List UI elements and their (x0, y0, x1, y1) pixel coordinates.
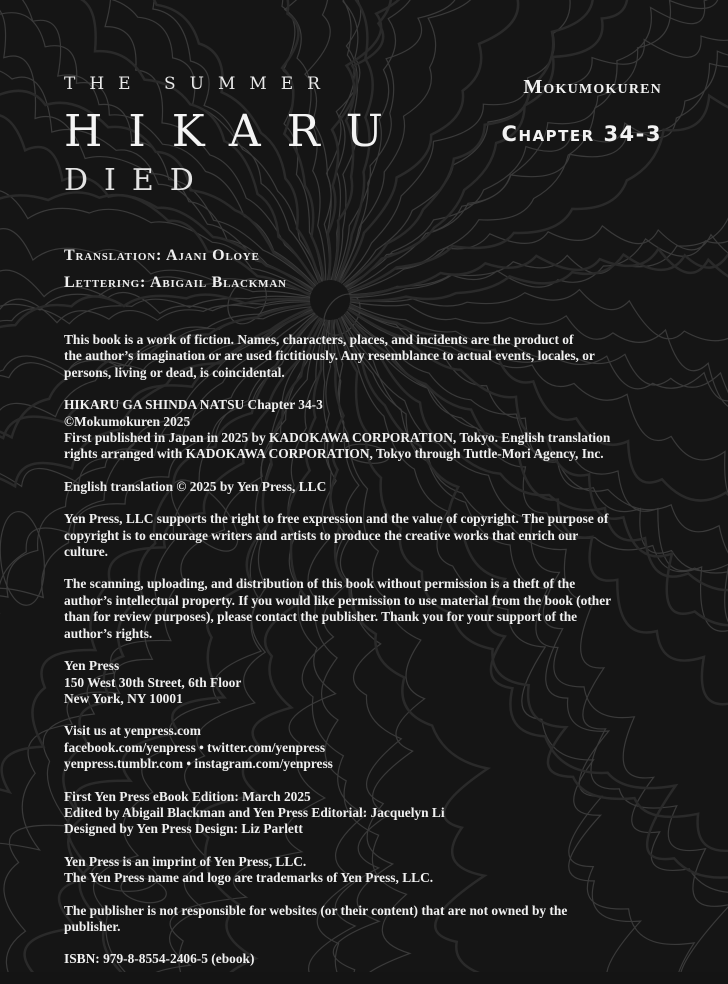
text-line: persons, living or dead, is coincidental. (64, 364, 285, 380)
imprint-info (64, 854, 664, 887)
chapter-label: Chapter 34-3 (501, 122, 662, 146)
title-line-3: DIED (64, 163, 210, 198)
isbn (64, 951, 664, 967)
website-disclaimer (64, 903, 664, 936)
author-name: Mokumokuren (523, 76, 662, 98)
title-line-2: HIKARU (64, 106, 409, 157)
text-line: than for review purposes), please contact the publisher. Thank you for your support of the (64, 609, 578, 625)
text-line: Edited by Abigail Blackman and Yen Press Editorial: Jacquelyn Li (64, 804, 445, 820)
text-line: The publisher is not responsible for websites (or their content) that are not owned by the (64, 902, 568, 918)
translation-copyright (64, 479, 664, 495)
text-line: The Yen Press name and logo are trademarks of Yen Press, LLC. (64, 870, 434, 886)
text-line: 150 West 30th Street, 6th Floor (64, 674, 242, 690)
book-title (64, 74, 409, 198)
text-line: English translation © 2025 by Yen Press, LLC (64, 478, 327, 494)
text-line: ©Mokumokuren 2025 (64, 413, 191, 429)
text-line: the author’s imagination or are used fictitiously. Any resemblance to actual events, locales, or (64, 348, 595, 364)
text-line: Yen Press is an imprint of Yen Press, LLC. (64, 853, 307, 869)
text-line: author’s intellectual property. If you would like permission to use material from the book (other (64, 592, 612, 608)
text-line: First published in Japan in 2025 by KADOKAWA CORPORATION, Tokyo. English translation (64, 430, 611, 446)
copyright-support (64, 511, 664, 560)
text-line: facebook.com/yenpress • twitter.com/yenpress (64, 739, 326, 755)
text-line: author’s rights. (64, 625, 153, 641)
text-line: Visit us at yenpress.com (64, 723, 201, 739)
text-line: culture. (64, 544, 109, 560)
text-line: copyright is to encourage writers and artists to produce the creative works that enrich our (64, 527, 579, 543)
text-line: Yen Press (64, 658, 120, 674)
legal-text (64, 332, 664, 984)
web-links (64, 723, 664, 772)
edition-info (64, 789, 664, 838)
text-line: Yen Press, LLC supports the right to free expression and the value of copyright. The purpose of (64, 511, 609, 527)
fiction-disclaimer (64, 332, 664, 381)
text-line: rights arranged with KADOKAWA CORPORATION, Tokyo through Tuttle-Mori Agency, Inc. (64, 446, 604, 462)
text-line: The scanning, uploading, and distribution of this book without permission is a theft of the (64, 576, 576, 592)
text-line: HIKARU GA SHINDA NATSU Chapter 34-3 (64, 397, 323, 413)
credits (64, 242, 287, 296)
text-line: ISBN: 979-8-8554-2406-5 (ebook) (64, 951, 255, 967)
text-line: publisher. (64, 918, 121, 934)
text-line: New York, NY 10001 (64, 690, 183, 706)
translation-credit: Translation: Ajani Oloye (64, 247, 260, 264)
lettering-credit: Lettering: Abigail Blackman (64, 274, 287, 291)
text-line: yenpress.tumblr.com • instagram.com/yenpress (64, 756, 333, 772)
publisher-address (64, 658, 664, 707)
text-line: This book is a work of fiction. Names, characters, places, and incidents are the product of (64, 332, 574, 347)
scanning-notice (64, 576, 664, 642)
text-line: First Yen Press eBook Edition: March 2025 (64, 788, 311, 804)
original-publication (64, 397, 664, 463)
title-line-1: THE SUMMER (64, 74, 334, 94)
text-line: Designed by Yen Press Design: Liz Parlett (64, 821, 303, 837)
